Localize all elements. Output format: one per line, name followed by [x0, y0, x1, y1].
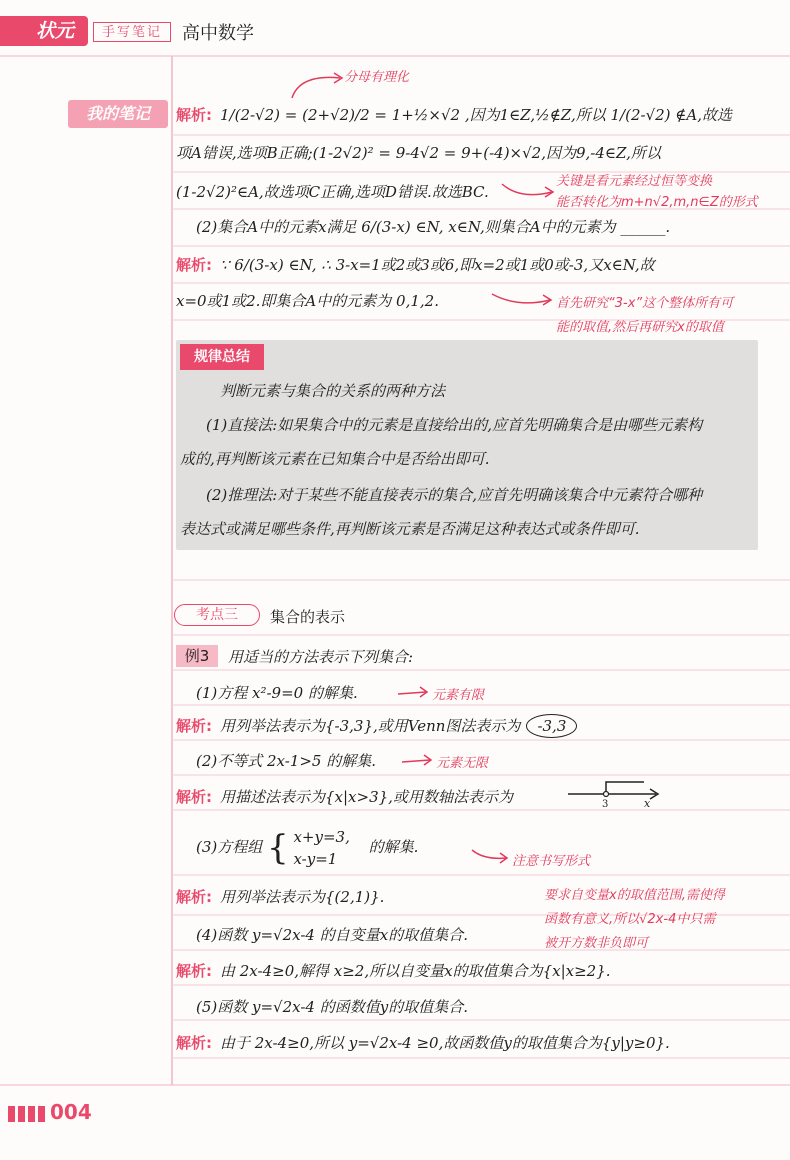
note-study-first-1: 首先研究“3-x”这个整体所有可 — [556, 296, 734, 311]
arrow-icon — [500, 180, 558, 204]
content-line-4: (2)集合A中的元素x满足 6/(3-x) ∈N, x∈N,则集合A中的元素为 ______. — [196, 218, 671, 236]
summary-line: (2)推理法:对于某些不能直接表示的集合,应首先明确该集合中元素符合哪种 — [206, 486, 703, 504]
brand-logo: 状元 — [0, 16, 88, 46]
content-line-3: (1-2√2)²∈A,故选项C正确,选项D错误.故选BC. — [176, 183, 489, 201]
arrow-icon — [396, 684, 432, 700]
content-line-6: x=0或1或2.即集合A中的元素为 0,1,2. — [176, 292, 439, 310]
note-key-transform-2: 能否转化为m+n√2,m,n∈Z的形式 — [556, 195, 758, 210]
my-notes-tab: 我的笔记 — [68, 100, 168, 128]
equation-1: x+y=3, — [293, 828, 350, 846]
analysis-label: 解析: — [176, 256, 212, 274]
answer-1 — [176, 714, 577, 738]
content-line-2: 项A错误,选项B正确;(1-2√2)² = 9-4√2 = 9+(-4)×√2,因为9,-4∈Z,所以 — [176, 144, 661, 162]
footer-bars — [8, 1106, 48, 1126]
line-text: 的解集. — [368, 838, 419, 856]
example-tag: 例3 — [176, 645, 218, 667]
note-infinite: 元素无限 — [436, 756, 489, 771]
arrow-icon — [400, 752, 436, 768]
example-text: 用适当的方法表示下列集合: — [228, 648, 414, 666]
analysis-label: 解析: — [176, 788, 212, 806]
question-2: (2)不等式 2x-1>5 的解集. — [196, 752, 377, 770]
note-domain-1: 要求自变量x的取值范围,需使得 — [544, 888, 725, 903]
line-text: (3)方程组 — [196, 838, 263, 856]
note-domain-3: 被开方数非负即可 — [544, 936, 649, 951]
content-line-5 — [176, 254, 655, 275]
analysis-label: 解析: — [176, 888, 212, 906]
axis-tick-3: 3 — [602, 799, 609, 810]
line-text: 由 2x-4≥0,解得 x≥2,所以自变量x的取值集合为{x|x≥2}. — [220, 962, 611, 980]
answer-3 — [176, 886, 384, 907]
question-5: (5)函数 y=√2x-4 的函数值y的取值集合. — [196, 998, 468, 1016]
summary-line: 成的,再判断该元素在已知集合中是否给出即可. — [180, 450, 490, 468]
answer-2 — [176, 786, 513, 807]
analysis-label: 解析: — [176, 962, 212, 980]
venn-circle: -3,3 — [526, 714, 577, 738]
note-study-first-2: 能的取值,然后再研究x的取值 — [556, 320, 724, 335]
note-rationalize: 分母有理化 — [344, 70, 410, 85]
content-line-1 — [176, 104, 732, 125]
line-text: 由于 2x-4≥0,所以 y=√2x-4 ≥0,故函数值y的取值集合为{y|y≥0}. — [220, 1034, 670, 1052]
note-key-transform-1: 关键是看元素经过恒等变换 — [556, 174, 713, 189]
brace-glyph: { — [267, 828, 289, 868]
question-4: (4)函数 y=√2x-4 的自变量x的取值集合. — [196, 926, 468, 944]
analysis-label: 解析: — [176, 717, 212, 735]
line-text: 用列举法表示为{-3,3},或用Venn图法表示为 — [220, 717, 521, 735]
arrow-icon — [290, 70, 350, 100]
summary-title: 规律总结 — [180, 344, 264, 370]
page-number: 004 — [50, 1100, 92, 1124]
equation-2: x-y=1 — [293, 850, 338, 868]
summary-line: (1)直接法:如果集合中的元素是直接给出的,应首先明确集合是由哪些元素构 — [206, 416, 703, 434]
answer-5 — [176, 1032, 670, 1053]
line-text: 用列举法表示为{(2,1)}. — [220, 888, 385, 906]
page-header — [0, 0, 790, 56]
answer-4 — [176, 960, 611, 981]
analysis-label: 解析: — [176, 1034, 212, 1052]
line-text: ∵ 6/(3-x) ∈N, ∴ 3-x=1或2或3或6,即x=2或1或0或-3,又x∈N,故 — [220, 256, 655, 274]
analysis-label: 解析: — [176, 106, 212, 124]
question-3 — [196, 826, 418, 870]
section-tag: 考点三 — [174, 604, 260, 626]
note-domain-2: 函数有意义,所以√2x-4中只需 — [544, 912, 716, 927]
section-title: 集合的表示 — [270, 608, 346, 626]
note-finite: 元素有限 — [432, 688, 485, 703]
line-text: 1/(2-√2) = (2+√2)/2 = 1+½×√2 ,因为1∈Z,½∉Z,所以 1/(2-√2) ∉A,故选 — [220, 106, 732, 124]
equation-system — [293, 826, 349, 870]
summary-heading: 判断元素与集合的关系的两种方法 — [220, 382, 446, 400]
number-line-icon — [564, 776, 674, 810]
axis-label-x: x — [644, 797, 651, 810]
line-text: 用描述法表示为{x|x>3},或用数轴法表示为 — [220, 788, 513, 806]
note-notation: 注意书写形式 — [512, 854, 591, 869]
arrow-icon — [470, 846, 512, 864]
subject-title: 高中数学 — [182, 23, 254, 44]
summary-line: 表达式或满足哪些条件,再判断该元素是否满足这种表达式或条件即可. — [180, 520, 640, 538]
question-1: (1)方程 x²-9=0 的解集. — [196, 684, 358, 702]
notes-tag: 手写笔记 — [93, 22, 171, 42]
arrow-icon — [490, 288, 556, 310]
